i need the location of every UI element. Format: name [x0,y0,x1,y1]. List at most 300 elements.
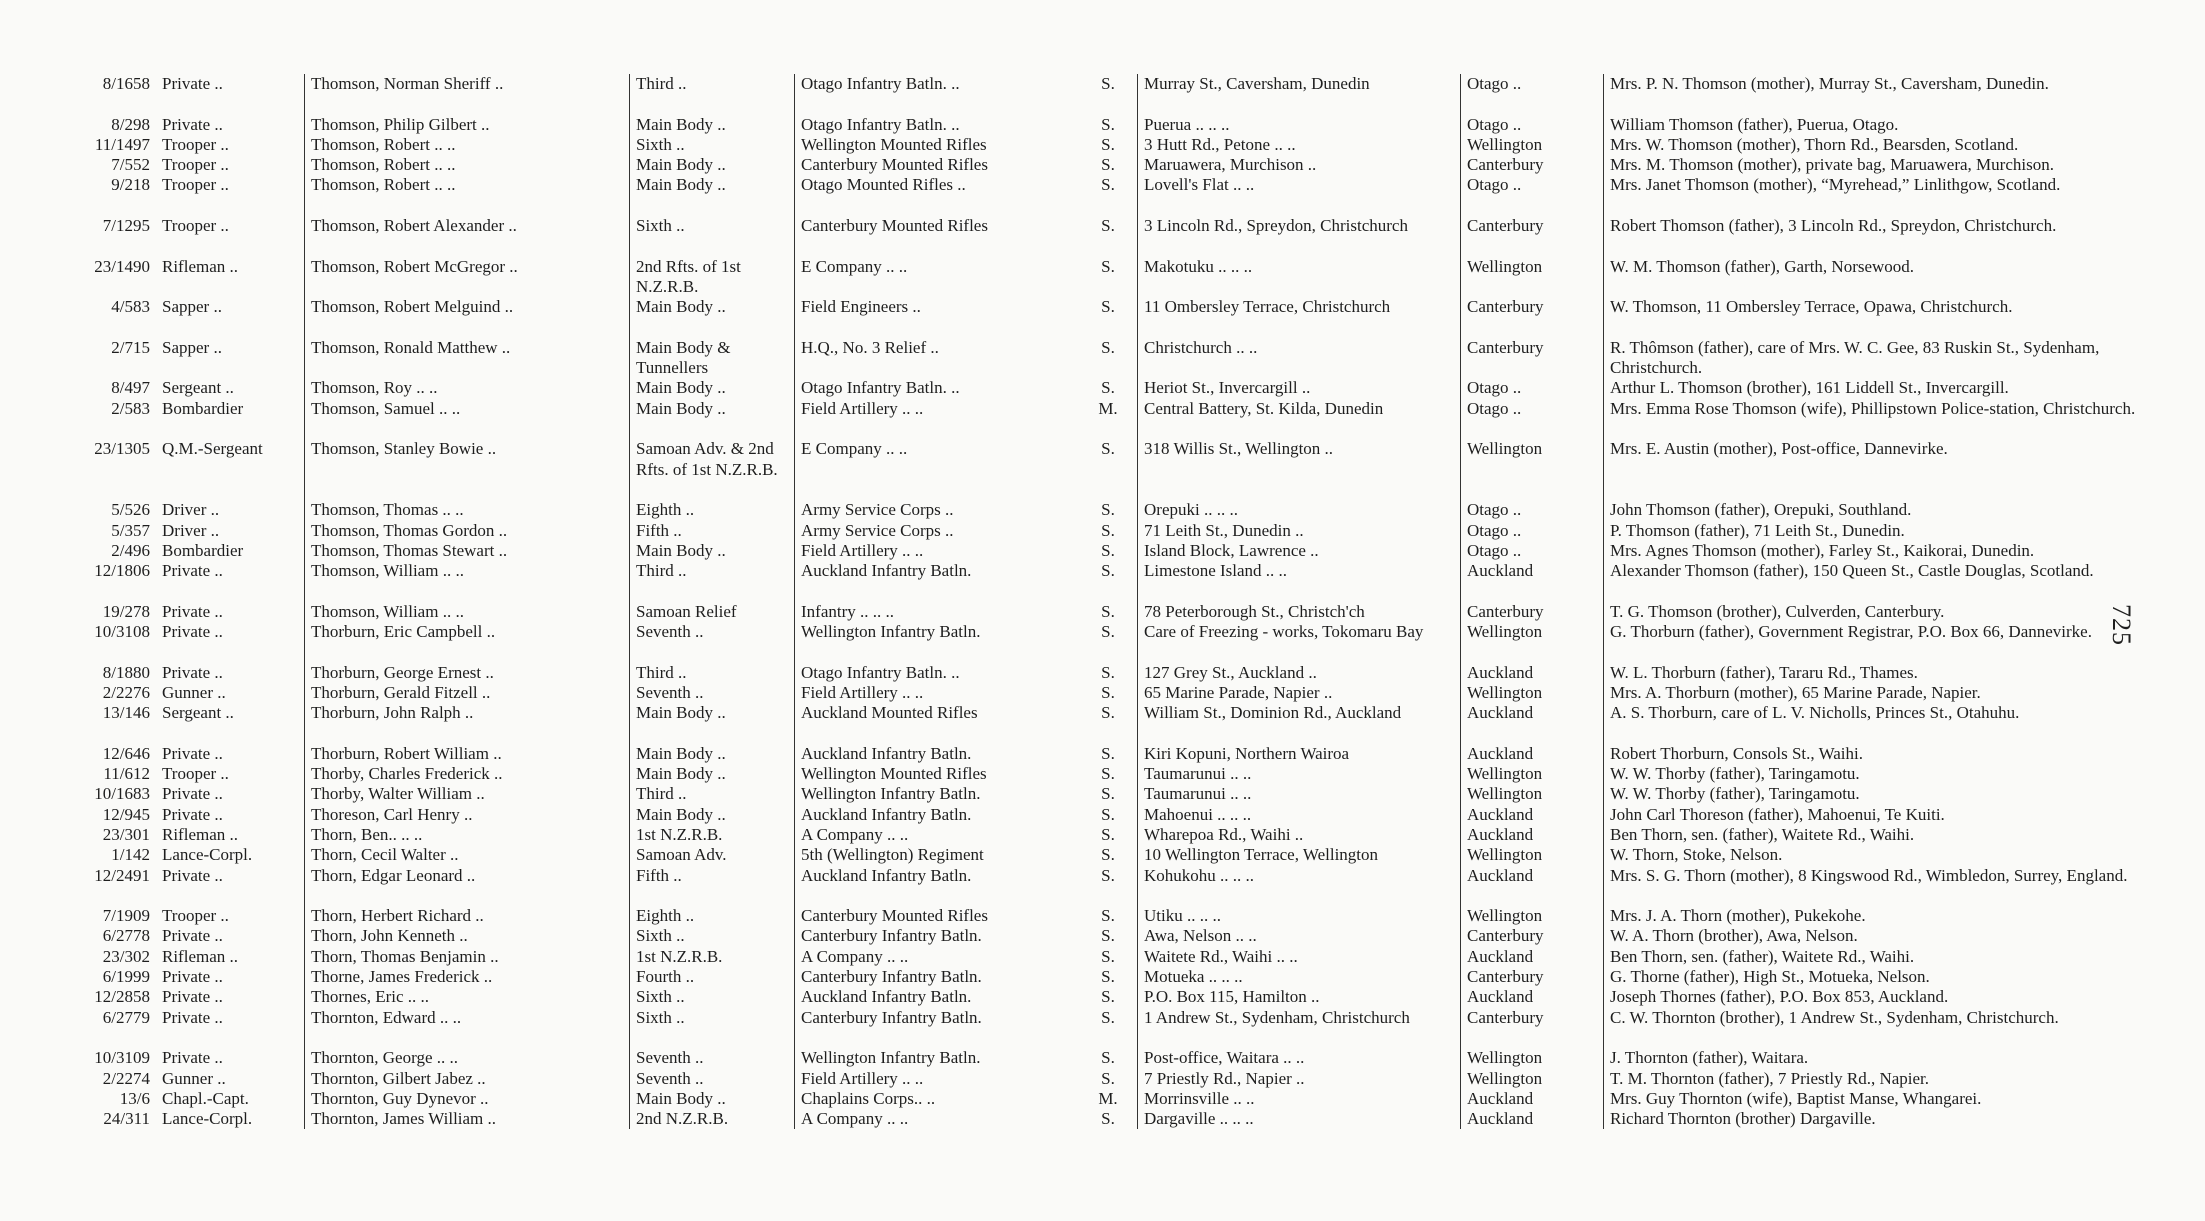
last-address-cell: 318 Willis St., Wellington .. [1138,439,1461,500]
rank-cell: Private .. [162,967,223,987]
unit-cell: Wellington Infantry Batln. [795,622,1080,663]
marital-status-cell: M. [1098,398,1118,418]
draft-body-cell: Fifth .. [630,521,795,541]
service-number-cell: 10/3109 [94,1048,150,1068]
next-of-kin-cell: W. W. Thorby (father), Taringamotu. [1604,784,2187,804]
district-cell: Auckland [1461,987,1604,1007]
marital-status-cell: S. [1101,1007,1115,1027]
unit-cell: A Company .. .. [795,825,1080,845]
unit-cell: Canterbury Mounted Rifles [795,906,1080,926]
service-number-cell: 23/302 [102,946,150,966]
district-cell: Auckland [1461,805,1604,825]
district-cell: Canterbury [1461,155,1604,175]
last-address-cell: Waitete Rd., Waihi .. .. [1138,947,1461,967]
rank-cell: Trooper .. [162,764,229,784]
next-of-kin-cell: A. S. Thorburn, care of L. V. Nicholls, Princes St., Otahuhu. [1604,703,2187,744]
table-row [44,338,2186,379]
nominal-roll-table [44,74,2186,1129]
draft-body-cell: Sixth .. [630,926,795,946]
draft-body-cell: Main Body .. [630,744,795,764]
last-address-cell: 65 Marine Parade, Napier .. [1138,683,1461,703]
marital-status-cell: S. [1101,256,1115,276]
rank-cell: Private .. [162,1048,223,1068]
rank-cell: Private .. [162,784,223,804]
service-number-cell: 12/2491 [94,865,150,885]
rank-cell: Private .. [162,622,223,642]
district-cell: Auckland [1461,663,1604,683]
last-address-cell: 78 Peterborough St., Christch'ch [1138,602,1461,622]
draft-body-cell: 1st N.Z.R.B. [630,825,795,845]
service-number-cell: 9/218 [111,175,150,195]
table-row [44,216,2186,257]
district-cell: Auckland [1461,947,1604,967]
district-cell: Wellington [1461,439,1604,500]
next-of-kin-cell: C. W. Thornton (brother), 1 Andrew St., Sydenham, Christchurch. [1604,1008,2187,1049]
district-cell: Canterbury [1461,967,1604,987]
rank-cell: Trooper .. [162,134,229,154]
next-of-kin-cell: W. W. Thorby (father), Taringamotu. [1604,764,2187,784]
district-cell: Wellington [1461,845,1604,865]
marital-status-cell: S. [1101,540,1115,560]
soldier-name-cell: Thorburn, Robert William .. [305,744,630,764]
table-row [44,439,2186,500]
soldier-name-cell: Thorn, Cecil Walter .. [305,845,630,865]
district-cell: Otago .. [1461,74,1604,115]
service-number-cell: 8/497 [111,378,150,398]
unit-cell: Otago Mounted Rifles .. [795,175,1080,216]
draft-body-cell: Sixth .. [630,135,795,155]
rank-cell: Driver .. [162,500,220,520]
table-row [44,866,2186,907]
unit-cell: Auckland Mounted Rifles [795,703,1080,744]
last-address-cell: 10 Wellington Terrace, Wellington [1138,845,1461,865]
table-row [44,115,2186,135]
draft-body-cell: Main Body .. [630,297,795,338]
rank-cell: Private .. [162,601,223,621]
soldier-name-cell: Thomson, Robert .. .. [305,135,630,155]
service-number-cell: 13/6 [119,1088,150,1108]
rank-cell: Private .. [162,662,223,682]
last-address-cell: Wharepoa Rd., Waihi .. [1138,825,1461,845]
unit-cell: Canterbury Mounted Rifles [795,155,1080,175]
unit-cell: Infantry .. .. .. [795,602,1080,622]
district-cell: Wellington [1461,683,1604,703]
next-of-kin-cell: T. G. Thomson (brother), Culverden, Canterbury. [1604,602,2187,622]
service-number-cell: 2/2274 [102,1068,150,1088]
service-number-cell: 12/2858 [94,987,150,1007]
unit-cell: Field Engineers .. [795,297,1080,338]
last-address-cell: Post-office, Waitara .. .. [1138,1048,1461,1068]
last-address-cell: 11 Ombersley Terrace, Christchurch [1138,297,1461,338]
unit-cell: H.Q., No. 3 Relief .. [795,338,1080,379]
soldier-name-cell: Thornton, Edward .. .. [305,1008,630,1049]
marital-status-cell: S. [1101,987,1115,1007]
service-number-cell: 12/646 [102,743,150,763]
service-number-cell: 23/301 [102,824,150,844]
last-address-cell: Care of Freezing - works, Tokomaru Bay [1138,622,1461,663]
draft-body-cell: Eighth .. [630,906,795,926]
draft-body-cell: 2nd Rfts. of 1st N.Z.R.B. [630,257,795,298]
district-cell: Otago .. [1461,175,1604,216]
table-row [44,500,2186,520]
table-row [44,257,2186,298]
draft-body-cell: Fifth .. [630,866,795,907]
last-address-cell: 3 Hutt Rd., Petone .. .. [1138,135,1461,155]
soldier-name-cell: Thorn, Thomas Benjamin .. [305,947,630,967]
draft-body-cell: Third .. [630,74,795,115]
page-number: 725 [2107,604,2136,646]
service-number-cell: 10/1683 [94,784,150,804]
marital-status-cell: S. [1101,662,1115,682]
unit-cell: Chaplains Corps.. .. [795,1089,1080,1109]
table-row [44,1008,2186,1049]
table-row [44,521,2186,541]
table-row [44,541,2186,561]
next-of-kin-cell: Mrs. Agnes Thomson (mother), Farley St., Kaikorai, Dunedin. [1604,541,2187,561]
unit-cell: Canterbury Infantry Batln. [795,1008,1080,1049]
soldier-name-cell: Thorn, Ben.. .. .. [305,825,630,845]
soldier-name-cell: Thomson, Ronald Matthew .. [305,338,630,379]
unit-cell: Canterbury Infantry Batln. [795,926,1080,946]
table-row [44,683,2186,703]
next-of-kin-cell: R. Thômson (father), care of Mrs. W. C. Gee, 83 Ruskin St., Sydenham, Christchurch. [1604,338,2187,379]
last-address-cell: 3 Lincoln Rd., Spreydon, Christchurch [1138,216,1461,257]
last-address-cell: Lovell's Flat .. .. [1138,175,1461,216]
soldier-name-cell: Thorn, John Kenneth .. [305,926,630,946]
unit-cell: Auckland Infantry Batln. [795,805,1080,825]
draft-body-cell: Eighth .. [630,500,795,520]
marital-status-cell: S. [1101,1068,1115,1088]
next-of-kin-cell: William Thomson (father), Puerua, Otago. [1604,115,2187,135]
draft-body-cell: Sixth .. [630,216,795,257]
draft-body-cell: Main Body .. [630,703,795,744]
soldier-name-cell: Thomson, William .. .. [305,561,630,602]
rank-cell: Trooper .. [162,175,229,195]
next-of-kin-cell: John Carl Thoreson (father), Mahoenui, Te Kuiti. [1604,805,2187,825]
district-cell: Wellington [1461,1048,1604,1068]
marital-status-cell: S. [1101,865,1115,885]
last-address-cell: Heriot St., Invercargill .. [1138,378,1461,398]
marital-status-cell: S. [1101,682,1115,702]
marital-status-cell: S. [1101,967,1115,987]
service-number-cell: 2/715 [111,337,150,357]
table-row [44,906,2186,926]
rank-cell: Sergeant .. [162,378,234,398]
soldier-name-cell: Thomson, William .. .. [305,602,630,622]
unit-cell: Field Artillery .. .. [795,1069,1080,1089]
rank-cell: Trooper .. [162,906,229,926]
table-row [44,784,2186,804]
table-row [44,805,2186,825]
draft-body-cell: Seventh .. [630,622,795,663]
draft-body-cell: Sixth .. [630,1008,795,1049]
marital-status-cell: S. [1101,114,1115,134]
next-of-kin-cell: W. A. Thorn (brother), Awa, Nelson. [1604,926,2187,946]
soldier-name-cell: Thornton, James William .. [305,1109,630,1129]
table-row [44,155,2186,175]
rank-cell: Private .. [162,865,223,885]
soldier-name-cell: Thomson, Robert .. .. [305,155,630,175]
marital-status-cell: S. [1101,378,1115,398]
next-of-kin-cell: Alexander Thomson (father), 150 Queen St., Castle Douglas, Scotland. [1604,561,2187,602]
marital-status-cell: S. [1101,622,1115,642]
rank-cell: Private .. [162,743,223,763]
draft-body-cell: Main Body .. [630,1089,795,1109]
marital-status-cell: M. [1098,1088,1118,1108]
next-of-kin-cell: Robert Thomson (father), 3 Lincoln Rd., Spreydon, Christchurch. [1604,216,2187,257]
marital-status-cell: S. [1101,845,1115,865]
draft-body-cell: Seventh .. [630,1069,795,1089]
rank-cell: Lance-Corpl. [162,1109,253,1129]
district-cell: Auckland [1461,561,1604,602]
service-number-cell: 2/496 [111,540,150,560]
next-of-kin-cell: Joseph Thornes (father), P.O. Box 853, Auckland. [1604,987,2187,1007]
table-row [44,1109,2186,1129]
rank-cell: Bombardier [162,398,244,418]
district-cell: Canterbury [1461,338,1604,379]
soldier-name-cell: Thorburn, John Ralph .. [305,703,630,744]
district-cell: Wellington [1461,135,1604,155]
table-row [44,703,2186,744]
service-number-cell: 8/298 [111,114,150,134]
unit-cell: Wellington Infantry Batln. [795,1048,1080,1068]
service-number-cell: 12/1806 [94,561,150,581]
table-row [44,561,2186,602]
next-of-kin-cell: W. M. Thomson (father), Garth, Norsewood. [1604,257,2187,298]
last-address-cell: Orepuki .. .. .. [1138,500,1461,520]
soldier-name-cell: Thorburn, George Ernest .. [305,663,630,683]
service-number-cell: 5/526 [111,500,150,520]
soldier-name-cell: Thomson, Robert .. .. [305,175,630,216]
rank-cell: Private .. [162,926,223,946]
marital-status-cell: S. [1101,743,1115,763]
marital-status-cell: S. [1101,74,1115,93]
unit-cell: A Company .. .. [795,1109,1080,1129]
draft-body-cell: 1st N.Z.R.B. [630,947,795,967]
table-row [44,947,2186,967]
soldier-name-cell: Thorby, Charles Frederick .. [305,764,630,784]
unit-cell: Otago Infantry Batln. .. [795,663,1080,683]
service-number-cell: 7/552 [111,155,150,175]
unit-cell: Otago Infantry Batln. .. [795,74,1080,115]
rank-cell: Gunner .. [162,1068,226,1088]
soldier-name-cell: Thornes, Eric .. .. [305,987,630,1007]
unit-cell: Wellington Infantry Batln. [795,784,1080,804]
next-of-kin-cell: Richard Thornton (brother) Dargaville. [1604,1109,2187,1129]
next-of-kin-cell: Mrs. J. A. Thorn (mother), Pukekohe. [1604,906,2187,926]
last-address-cell: Kohukohu .. .. .. [1138,866,1461,907]
draft-body-cell: Main Body .. [630,541,795,561]
service-number-cell: 2/2276 [102,682,150,702]
soldier-name-cell: Thorby, Walter William .. [305,784,630,804]
service-number-cell: 11/1497 [94,134,150,154]
last-address-cell: William St., Dominion Rd., Auckland [1138,703,1461,744]
district-cell: Otago .. [1461,399,1604,440]
draft-body-cell: Main Body .. [630,378,795,398]
last-address-cell: Limestone Island .. .. [1138,561,1461,602]
unit-cell: Wellington Mounted Rifles [795,135,1080,155]
unit-cell: Canterbury Mounted Rifles [795,216,1080,257]
district-cell: Wellington [1461,784,1604,804]
last-address-cell: Taumarunui .. .. [1138,764,1461,784]
next-of-kin-cell: T. M. Thornton (father), 7 Priestly Rd., Napier. [1604,1069,2187,1089]
last-address-cell: Murray St., Caversham, Dunedin [1138,74,1461,115]
service-number-cell: 23/1490 [94,256,150,276]
next-of-kin-cell: Robert Thorburn, Consols St., Waihi. [1604,744,2187,764]
district-cell: Wellington [1461,257,1604,298]
marital-status-cell: S. [1101,500,1115,520]
district-cell: Otago .. [1461,521,1604,541]
district-cell: Otago .. [1461,500,1604,520]
draft-body-cell: Main Body .. [630,175,795,216]
soldier-name-cell: Thomson, Thomas Gordon .. [305,521,630,541]
last-address-cell: 127 Grey St., Auckland .. [1138,663,1461,683]
last-address-cell: 1 Andrew St., Sydenham, Christchurch [1138,1008,1461,1049]
district-cell: Auckland [1461,825,1604,845]
next-of-kin-cell: Mrs. Emma Rose Thomson (wife), Phillipstown Police-station, Christchurch. [1604,399,2187,440]
service-number-cell: 24/311 [103,1109,150,1129]
table-row [44,825,2186,845]
marital-status-cell: S. [1101,561,1115,581]
rank-cell: Private .. [162,561,223,581]
district-cell: Wellington [1461,764,1604,784]
district-cell: Otago .. [1461,378,1604,398]
draft-body-cell: Sixth .. [630,987,795,1007]
marital-status-cell: S. [1101,926,1115,946]
last-address-cell: Kiri Kopuni, Northern Wairoa [1138,744,1461,764]
service-number-cell: 2/583 [111,398,150,418]
rank-cell: Rifleman .. [162,824,239,844]
rank-cell: Sapper .. [162,337,222,357]
district-cell: Canterbury [1461,216,1604,257]
next-of-kin-cell: G. Thorburn (father), Government Registrar, P.O. Box 66, Dannevirke. [1604,622,2187,663]
soldier-name-cell: Thorne, James Frederick .. [305,967,630,987]
unit-cell: Army Service Corps .. [795,521,1080,541]
next-of-kin-cell: W. Thomson, 11 Ombersley Terrace, Opawa, Christchurch. [1604,297,2187,338]
table-row [44,378,2186,398]
table-row [44,175,2186,216]
unit-cell: Army Service Corps .. [795,500,1080,520]
unit-cell: Canterbury Infantry Batln. [795,967,1080,987]
marital-status-cell: S. [1101,703,1115,723]
marital-status-cell: S. [1101,1048,1115,1068]
unit-cell: A Company .. .. [795,947,1080,967]
draft-body-cell: 2nd N.Z.R.B. [630,1109,795,1129]
marital-status-cell: S. [1101,439,1115,459]
marital-status-cell: S. [1101,297,1115,317]
service-number-cell: 6/2779 [102,1007,150,1027]
next-of-kin-cell: Mrs. M. Thomson (mother), private bag, Maruawera, Murchison. [1604,155,2187,175]
draft-body-cell: Samoan Adv. & 2nd Rfts. of 1st N.Z.R.B. [630,439,795,500]
marital-status-cell: S. [1101,824,1115,844]
rank-cell: Driver .. [162,520,220,540]
last-address-cell: P.O. Box 115, Hamilton .. [1138,987,1461,1007]
marital-status-cell: S. [1101,1109,1115,1129]
soldier-name-cell: Thomson, Roy .. .. [305,378,630,398]
last-address-cell: Awa, Nelson .. .. [1138,926,1461,946]
last-address-cell: Dargaville .. .. .. [1138,1109,1461,1129]
next-of-kin-cell: P. Thomson (father), 71 Leith St., Dunedin. [1604,521,2187,541]
draft-body-cell: Main Body .. [630,115,795,135]
soldier-name-cell: Thorburn, Eric Campbell .. [305,622,630,663]
service-number-cell: 6/2778 [102,926,150,946]
table-row [44,744,2186,764]
draft-body-cell: Main Body & Tunnellers [630,338,795,379]
roll-body [44,74,2186,1129]
next-of-kin-cell: Mrs. P. N. Thomson (mother), Murray St., Caversham, Dunedin. [1604,74,2187,115]
soldier-name-cell: Thornton, Gilbert Jabez .. [305,1069,630,1089]
unit-cell: Auckland Infantry Batln. [795,561,1080,602]
last-address-cell: Maruawera, Murchison .. [1138,155,1461,175]
unit-cell: Otago Infantry Batln. .. [795,115,1080,135]
district-cell: Auckland [1461,866,1604,907]
district-cell: Canterbury [1461,297,1604,338]
service-number-cell: 13/146 [102,703,150,723]
district-cell: Auckland [1461,703,1604,744]
table-row [44,845,2186,865]
soldier-name-cell: Thomson, Samuel .. .. [305,399,630,440]
marital-status-cell: S. [1101,601,1115,621]
unit-cell: Field Artillery .. .. [795,399,1080,440]
service-number-cell: 8/1880 [102,662,150,682]
last-address-cell: Central Battery, St. Kilda, Dunedin [1138,399,1461,440]
table-row [44,1069,2186,1089]
soldier-name-cell: Thorn, Herbert Richard .. [305,906,630,926]
district-cell: Auckland [1461,1109,1604,1129]
soldier-name-cell: Thomson, Philip Gilbert .. [305,115,630,135]
district-cell: Otago .. [1461,541,1604,561]
next-of-kin-cell: W. L. Thorburn (father), Tararu Rd., Thames. [1604,663,2187,683]
district-cell: Canterbury [1461,602,1604,622]
table-row [44,764,2186,784]
unit-cell: Field Artillery .. .. [795,683,1080,703]
table-row [44,987,2186,1007]
soldier-name-cell: Thomson, Robert Alexander .. [305,216,630,257]
table-row [44,602,2186,622]
next-of-kin-cell: Ben Thorn, sen. (father), Waitete Rd., Waihi. [1604,947,2187,967]
next-of-kin-cell: G. Thorne (father), High St., Motueka, Nelson. [1604,967,2187,987]
next-of-kin-cell: Mrs. W. Thomson (mother), Thorn Rd., Bearsden, Scotland. [1604,135,2187,155]
draft-body-cell: Main Body .. [630,764,795,784]
draft-body-cell: Samoan Adv. [630,845,795,865]
service-number-cell: 7/1909 [102,906,150,926]
service-number-cell: 6/1999 [102,967,150,987]
district-cell: Wellington [1461,906,1604,926]
marital-status-cell: S. [1101,784,1115,804]
last-address-cell: Makotuku .. .. .. [1138,257,1461,298]
district-cell: Otago .. [1461,115,1604,135]
service-number-cell: 1/142 [111,845,150,865]
rank-cell: Trooper .. [162,155,229,175]
unit-cell: E Company .. .. [795,257,1080,298]
rank-cell: Bombardier [162,540,244,560]
district-cell: Canterbury [1461,926,1604,946]
service-number-cell: 5/357 [111,520,150,540]
next-of-kin-cell: Ben Thorn, sen. (father), Waitete Rd., Waihi. [1604,825,2187,845]
last-address-cell: 7 Priestly Rd., Napier .. [1138,1069,1461,1089]
draft-body-cell: Third .. [630,561,795,602]
table-row [44,926,2186,946]
unit-cell: E Company .. .. [795,439,1080,500]
last-address-cell: Puerua .. .. .. [1138,115,1461,135]
rank-cell: Sapper .. [162,297,222,317]
unit-cell: Auckland Infantry Batln. [795,987,1080,1007]
service-number-cell: 12/945 [102,804,150,824]
table-row [44,1089,2186,1109]
soldier-name-cell: Thoreson, Carl Henry .. [305,805,630,825]
next-of-kin-cell: Mrs. E. Austin (mother), Post-office, Dannevirke. [1604,439,2187,500]
next-of-kin-cell: John Thomson (father), Orepuki, Southland. [1604,500,2187,520]
